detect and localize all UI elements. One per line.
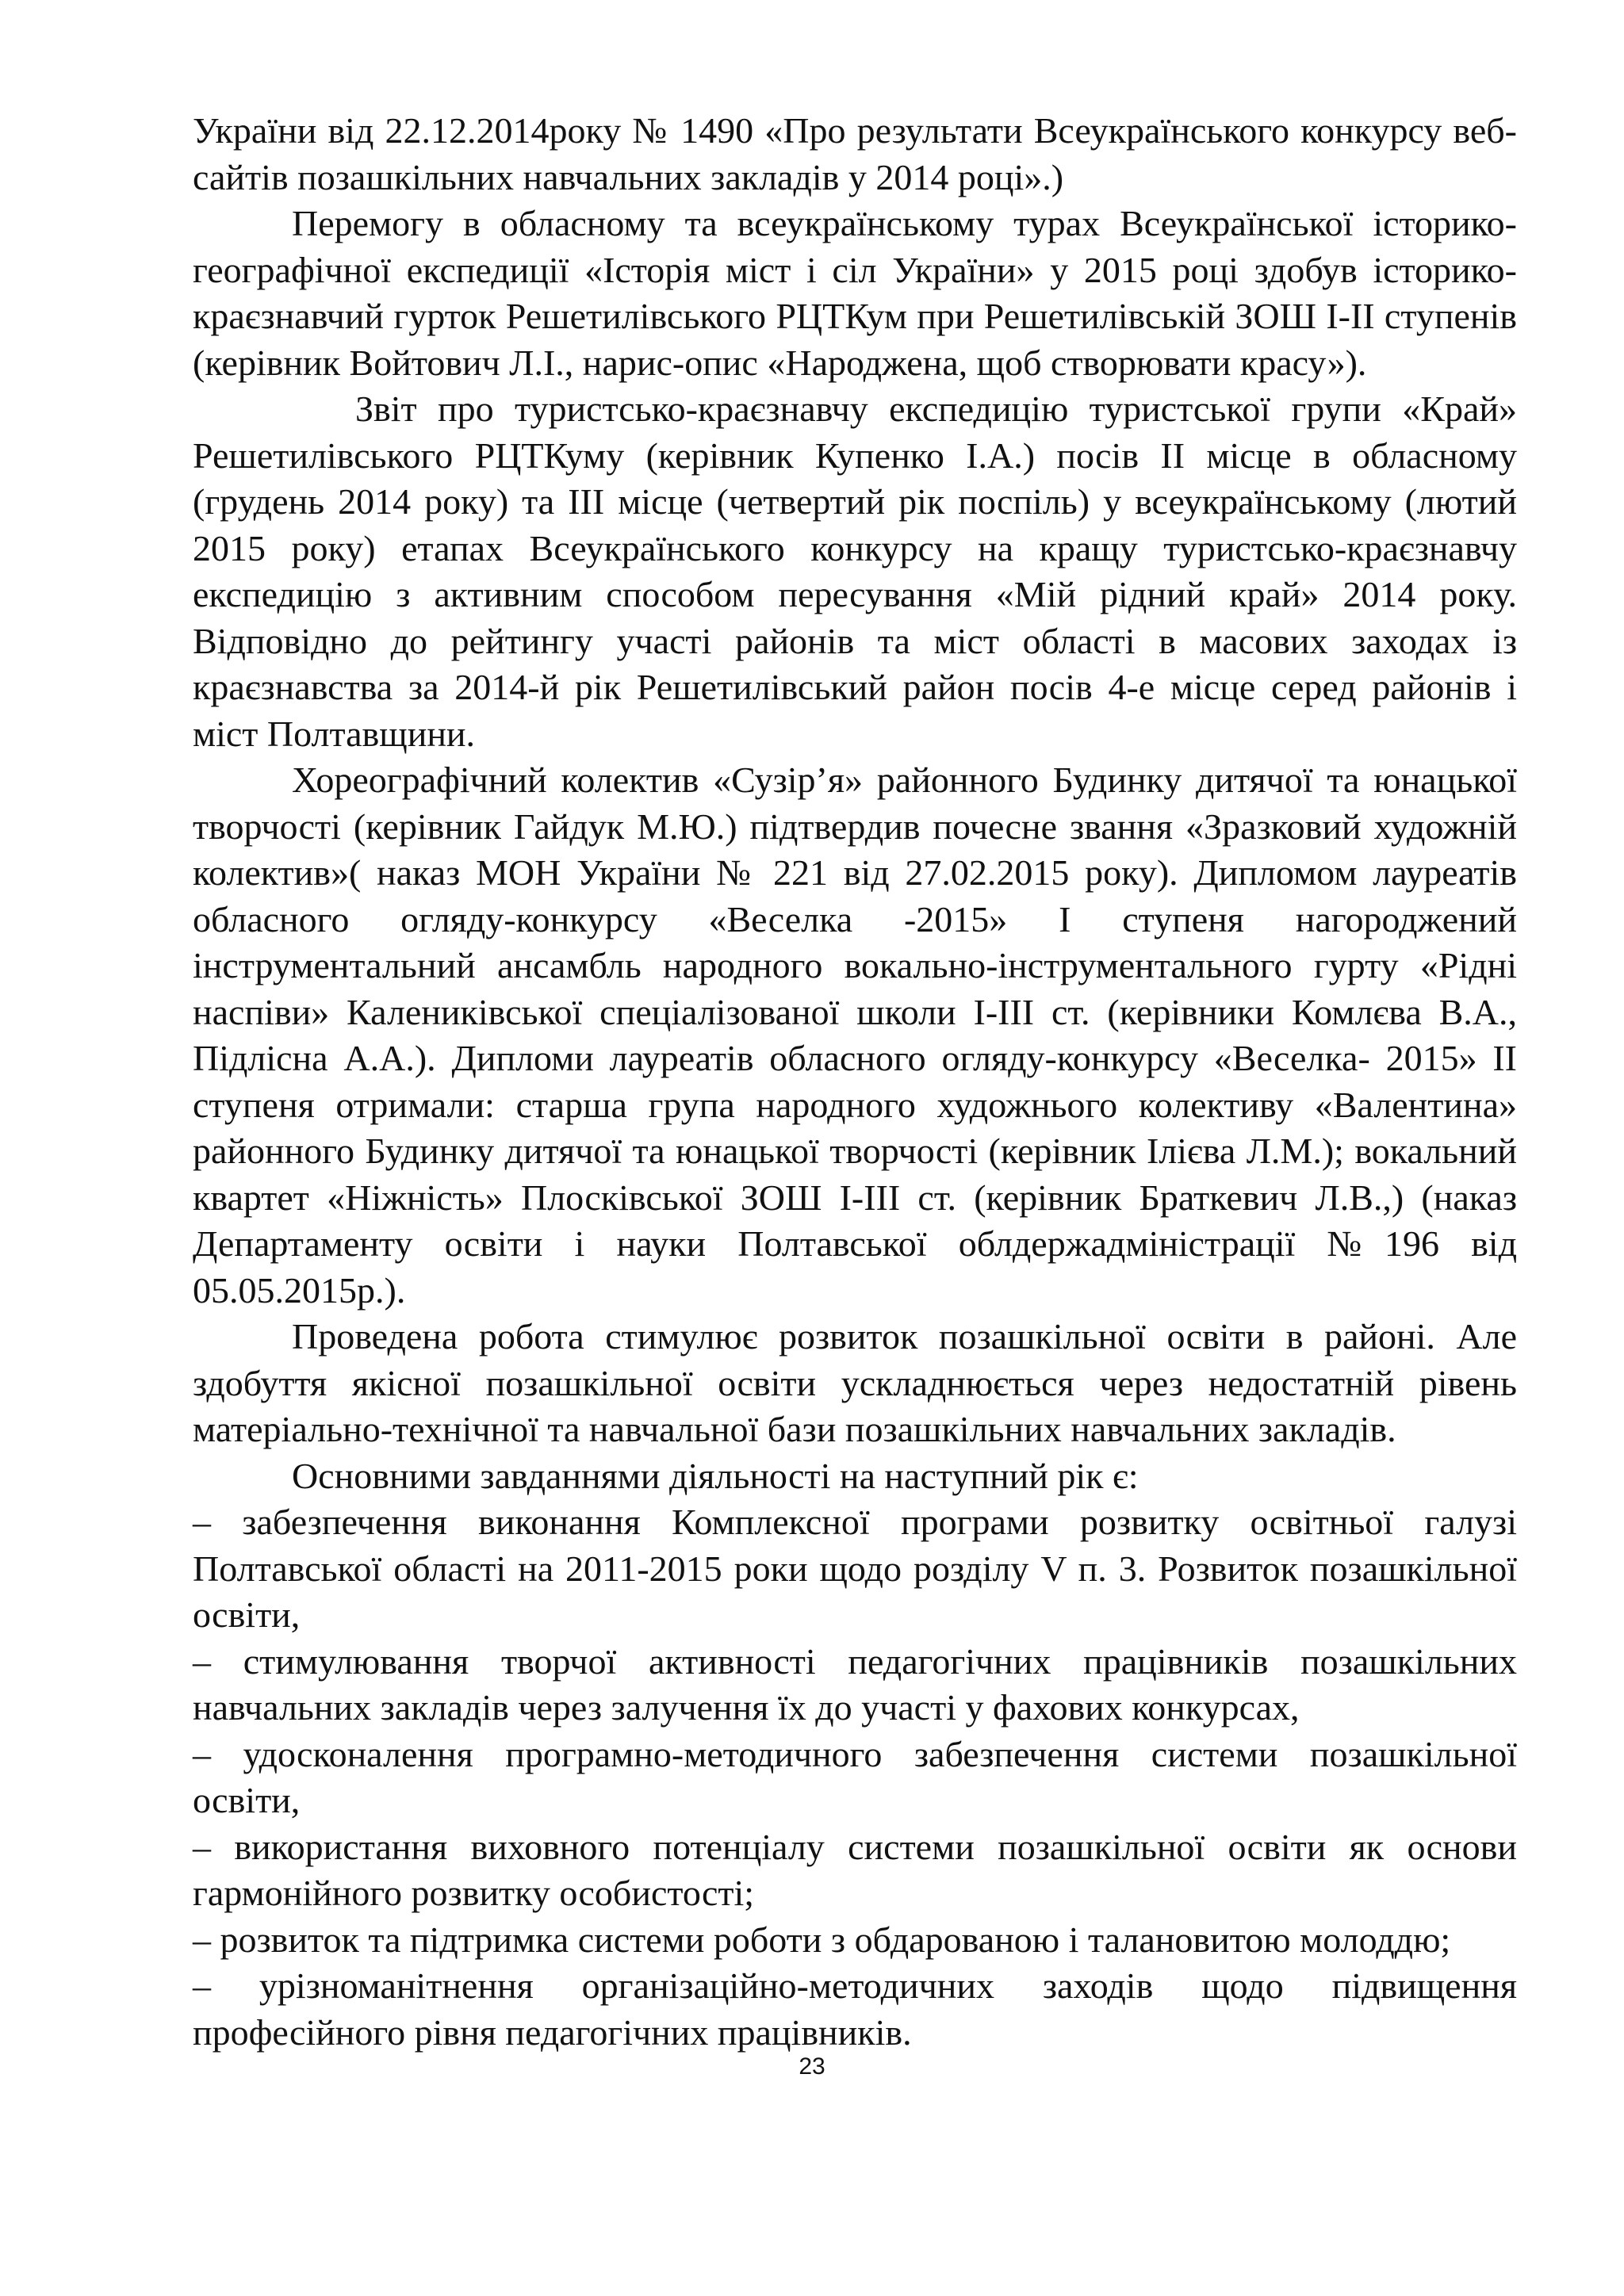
task-item: – стимулювання творчої активності педагогічних працівників позашкільних навчальних закладів через залучення їх до участі у фахових конкурсах, bbox=[193, 1640, 1517, 1728]
task-item: – використання виховного потенціалу системи позашкільної освіти як основи гармонійного розвитку особистості; bbox=[193, 1826, 1517, 1913]
paragraph-expedition-victory: Перемогу в обласному та всеукраїнському турах Всеукраїнської історико-географічної експедиції «Історія міст і сіл України» у 2015 році здобув історико-краєзнавчий гурток Решетилівського РЦТКум при Решетилівській ЗОШ І-ІІ ступенів (керівник Войтович Л.І., нарис-опис «Народжена, щоб створювати красу»). bbox=[193, 203, 1517, 383]
task-item: – удосконалення програмно-методичного забезпечення системи позашкільної освіти, bbox=[193, 1733, 1517, 1820]
page-number: 23 bbox=[799, 2053, 825, 2080]
paragraph-choreography-awards: Хореографічний колектив «Сузір’я» районного Будинку дитячої та юнацької творчості (керівник Гайдук М.Ю.) підтвердив почесне звання «Зразковий художній колектив»( наказ МОН України № 221 від 27.02.2015 року). Дипломом лауреатів обласного огляду-конкурсу «Веселка -2015» І ступеня нагороджений інструментальний ансамбль народного вокально-інструментального гурту «Рідні наспіви» Калениківської спеціалізованої школи І-ІІІ ст. (керівники Комлєва В.А., Підлісна А.А.). Дипломи лауреатів обласного огляду-конкурсу «Веселка- 2015» ІІ ступеня отримали: старша група народного художнього колективу «Валентина» районного Будинку дитячої та юнацької творчості (керівник Ілієва Л.М.); вокальний квартет «Ніжність» Плосківської ЗОШ І-ІІІ ст. (керівник Браткевич Л.В.,) (наказ Департаменту освіти і науки Полтавської облдержадміністрації №196 від 05.05.2015р.). bbox=[193, 760, 1517, 1311]
document-body bbox=[193, 108, 1517, 2056]
paragraph-work-summary: Проведена робота стимулює розвиток позашкільної освіти в районі. Але здобуття якісної позашкільної освіти ускладнюється через недостатній рівень матеріально-технічної та навчальної бази позашкільних навчальних закладів. bbox=[193, 1316, 1517, 1449]
task-item: – забезпечення виконання Комплексної програми розвитку освітньої галузі Полтавської області на 2011-2015 роки щодо розділу V п. 3. Розвиток позашкільної освіти, bbox=[193, 1502, 1517, 1635]
task-item: – урізноманітнення організаційно-методичних заходів щодо підвищення професійного рівня педагогічних працівників. bbox=[193, 1965, 1517, 2053]
paragraph-tasks-intro: Основними завданнями діяльності на наступний рік є: bbox=[292, 1455, 1139, 1496]
task-item: – розвиток та підтримка системи роботи з обдарованою і талановитою молоддю; bbox=[193, 1919, 1451, 1960]
paragraph-continuation: України від 22.12.2014року № 1490 «Про результати Всеукраїнського конкурсу веб-сайтів позашкільних навчальних закладів у 2014 році».) bbox=[193, 110, 1517, 197]
paragraph-tourism-report: Звіт про туристсько-краєзнавчу експедицію туристської групи «Край» Решетилівського РЦТКуму (керівник Купенко І.А.) посів ІІ місце в обласному (грудень 2014 року) та ІІІ місце (четвертий рік поспіль) у всеукраїнському (лютий 2015 року) етапах Всеукраїнського конкурсу на кращу туристсько-краєзнавчу експедицію з активним способом пересування «Мій рідний край» 2014 року. Відповідно до рейтингу участі районів та міст області в масових заходах із краєзнавства за 2014-й рік Решетилівський район посів 4-е місце серед районів і міст Полтавщини. bbox=[193, 388, 1517, 754]
